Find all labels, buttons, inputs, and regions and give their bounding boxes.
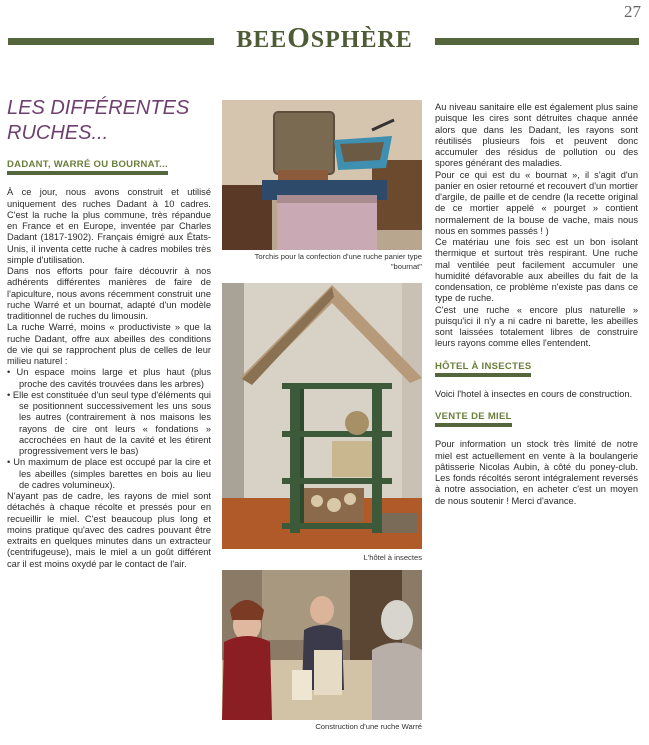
article-column-right [435,102,638,507]
header-bar-right [435,38,639,45]
photo-insect-hotel [222,283,422,549]
masthead-logo: BEEOSPHÈRE [236,22,413,54]
photo-caption: L'hôtel à insectes [363,553,422,562]
page-number: 27 [624,2,641,21]
paragraph: Pour information un stock très limité de notre miel est actuellement en vente à la boulangerie pâtisserie Nicolas Aubin, à côté du poney-club. Les fonds récoltés seront intégralement reversés à notre association, en acheter c'est un moyen de nous soutenir ! Merci d'avance. [435,439,638,506]
section-subhead-honey: VENTE DE MIEL [435,411,512,427]
paragraph: Au niveau sanitaire elle est également plus saine puisque les cires sont détruites chaque année alors que dans les Dadant, les rayons sont réutilisés plusieurs fois et peuvent donc accumuler des résidus de pollution ou des spores générant des maladies. [435,102,638,169]
paragraph: Dans nos efforts pour faire découvrir à nos adhérents différentes manières de faire de l'apiculture, nous avons récemment construit une ruche Warré et un bournat, adapté d'un modèle traditionnel de ruches du limousin. [7,266,211,321]
paragraph: Ce matériau une fois sec est un bon isolant thermique et surtout très respirant. Une ruche mal ventilée peut facilement accumuler une humidité défavorable aux abeilles du fait de la condensation, ce problème n'existe pas dans ce type de ruche. [435,237,638,304]
bullet-item: • Un espace moins large et plus haut (plus proche des cavités trouvées dans les arbres) [7,367,211,389]
photo-caption: Construction d'une ruche Warré [315,722,422,731]
article-column-left [7,96,211,570]
paragraph: Pour ce qui est du « bournat », il s'agit d'un panier en osier retourné et recouvert d'un mortier d'argile, de paille et de cendre (la recette original de ce mortier appelé « pourget » contient normalement de la bouse de vache, mais nous nous en sommes passés ! ) [435,169,638,236]
article-subhead: DADANT, WARRÉ OU BOURNAT... [7,159,168,175]
header-bar-left [8,38,214,45]
bullet-item: • Elle est constituée d'un seul type d'éléments qui se positionnent successivement les uns sous les autres (contrairement à nos maisons les rayons de cire ont leurs « fondations » accrochées en haut de la cavité et les étirent progressivement vers le bas) [7,389,211,456]
paragraph: À ce jour, nous avons construit et utilisé uniquement des ruches Dadant à 10 cadres. C'est la ruche la plus commune, très répandue en France et en Europe, inventée par Charles Dadant (1817-1902). Français émigré aux États-Unis, il inventa cette ruche à cadres mobiles très simple d'utilisation. [7,187,211,265]
paragraph: Voici l'hotel à insectes en cours de construction. [435,388,633,399]
photo-torchis [222,100,422,250]
paragraph: La ruche Warré, moins « productiviste » que la ruche Dadant, offre aux abeilles des conditions de vie qui se rapprochent plus de celles de leur milieu naturel : [7,322,211,366]
photo-caption: Torchis pour la confection d'une ruche panier type "bournat" [254,252,422,271]
section-subhead-hotel: HÔTEL À INSECTES [435,361,531,377]
paragraph: N'ayant pas de cadre, les rayons de miel sont détachés à chaque récolte et pressés pour en recueillir le miel. C'est beaucoup plus long et moins pratique qu'avec des cadres pouvant être extraits en quelques minutes dans un extracteur (centrifugeuse), mais le miel a un goût différent car il est moins oxydé par le contact de l'air. [7,491,211,569]
photo-warre-construction [222,570,422,720]
paragraph: C'est une ruche « encore plus naturelle » puisqu'ici il n'y a ni cadre ni barette, les abeilles sont laissées totalement libres de construire leurs rayons comme elles l'entendent. [435,304,638,349]
bullet-item: • Un maximum de place est occupé par la cire et les abeilles (simples barettes en bois au lieu de cadres volumineux). [7,457,211,490]
article-title: LES DIFFÉRENTES RUCHES... [7,97,190,144]
